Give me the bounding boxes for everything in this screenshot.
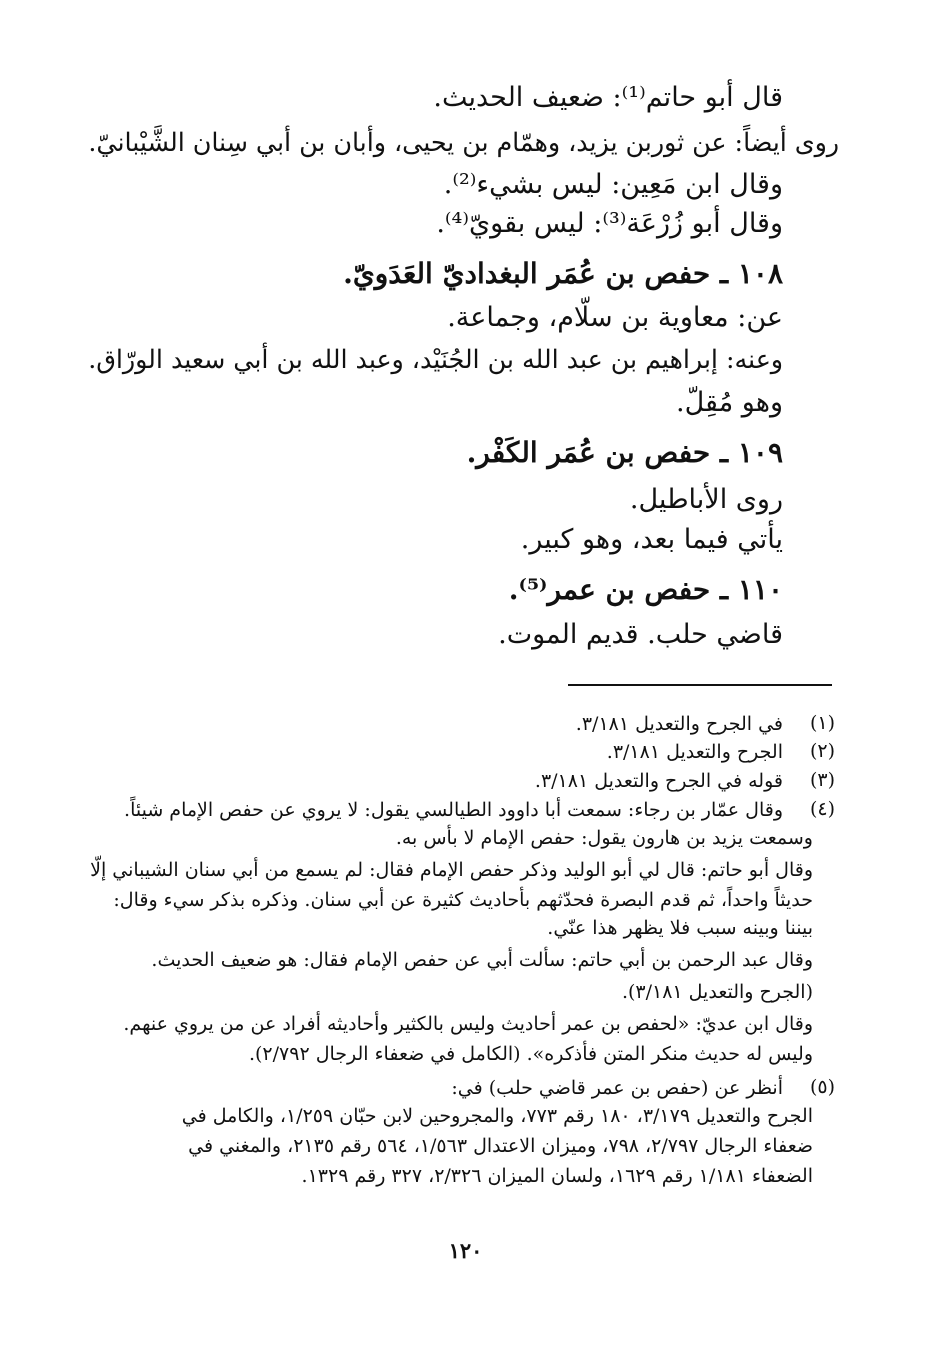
footnote-number: (٥) [809, 1076, 835, 1098]
footnote-line: (الجرح والتعديل ٣/١٨١). [621, 981, 813, 1003]
footnote-line: وسمعت يزيد بن هارون يقول: حفص الإمام لا بأس به. [395, 827, 813, 849]
footnote-line: وقال عمّار بن رجاء: سمعت أبا داوود الطيالسي يقول: لا يروي عن حفص الإمام شيئاً. [124, 799, 783, 821]
footnote-line: ضعفاء الرجال ٢/٧٩٧، ٧٩٨، وميزان الاعتدال ١/٥٦٣، ٥٦٤ رقم ٢١٣٥، والمغني في [188, 1135, 813, 1157]
footnote-line: حديثاً واحداً، ثم قدم البصرة فحدّثهم بأحاديث كثيرة عن أبي سنان. وذكره بذكر سيء وقال: [113, 889, 813, 911]
footnote-number: (٢) [809, 740, 835, 762]
footnote-number: (١) [809, 712, 835, 734]
entry-heading-108: ١٠٨ ـ حفص بن عُمَر البغداديّ العَدَويّ. [343, 257, 783, 290]
footnote-line: بيننا وبينه سبب فلا يظهر هذا عنّي. [547, 917, 813, 939]
page-number: ١٢٠ [448, 1238, 483, 1263]
footnote-line: في الجرح والتعديل ٣/١٨١. [575, 713, 783, 735]
footnote-number: (٣) [809, 769, 835, 791]
footnote-line: الضعفاء ١/١٨١ رقم ١٦٢٩، ولسان الميزان ٢/٣٢٦، ٣٢٧ رقم ١٣٢٩. [301, 1165, 813, 1187]
footnote-line: قوله في الجرح والتعديل ٣/١٨١. [534, 770, 783, 792]
text-line: قال أبو حاتم⁽¹⁾: ضعيف الحديث. [433, 82, 783, 113]
footnote-number: (٤) [809, 798, 835, 820]
text-line: يأتي فيما بعد، وهو كبير. [520, 524, 783, 555]
entry-heading-109: ١٠٩ ـ حفص بن عُمَر الكَفْر. [466, 436, 783, 469]
footnote-line: وقال أبو حاتم: قال لي أبو الوليد وذكر حفص الإمام فقال: لم يسمع من أبي سنان الشيباني إلّا [90, 859, 813, 881]
footnote-line: الجرح والتعديل ٣/١٨١. [606, 741, 783, 763]
entry-heading-110: ١١٠ ـ حفص بن عمر⁽⁵⁾. [508, 573, 783, 606]
text-line: روى الأباطيل. [629, 484, 783, 515]
footnote-line: الجرح والتعديل ٣/١٧٩، ١٨٠ رقم ٧٧٣، والمجروحين لابن حبّان ١/٢٥٩، والكامل في [181, 1105, 813, 1127]
footnote-line: وليس له حديث منكر المتن فأذكره». (الكامل في ضعفاء الرجال ٢/٧٩٢). [248, 1043, 813, 1065]
text-line: وقال أبو زُرْعَة⁽³⁾: ليس بقويّ⁽⁴⁾. [436, 208, 783, 239]
text-line: عن: معاوية بن سلّام، وجماعة. [447, 302, 783, 333]
text-line: روى أيضاً: عن ثوربن يزيد، وهمّام بن يحيى، وأبان بن أبي سِنان الشَّيْبانيّ. [88, 128, 839, 157]
footnote-divider [568, 684, 832, 686]
footnote-line: أنظر عن (حفص بن عمر قاضي حلب) في: [451, 1077, 783, 1099]
text-line: وقال ابن مَعِين: ليس بشيء⁽²⁾. [443, 169, 783, 200]
footnote-line: وقال عبد الرحمن بن أبي حاتم: سألت أبي عن حفص الإمام فقال: هو ضعيف الحديث. [151, 949, 813, 971]
text-line: قاضي حلب. قديم الموت. [498, 619, 783, 650]
text-line: وعنه: إبراهيم بن عبد الله بن الجُنَيْد، وعبد الله بن أبي سعيد الورّاق. [88, 345, 783, 374]
text-line: وهو مُقِلّ. [676, 387, 783, 418]
footnote-line: وقال ابن عديّ: «لحفص بن عمر أحاديث وليس بالكثير وأحاديثه أفراد عن من يروي عنهم. [123, 1013, 813, 1035]
